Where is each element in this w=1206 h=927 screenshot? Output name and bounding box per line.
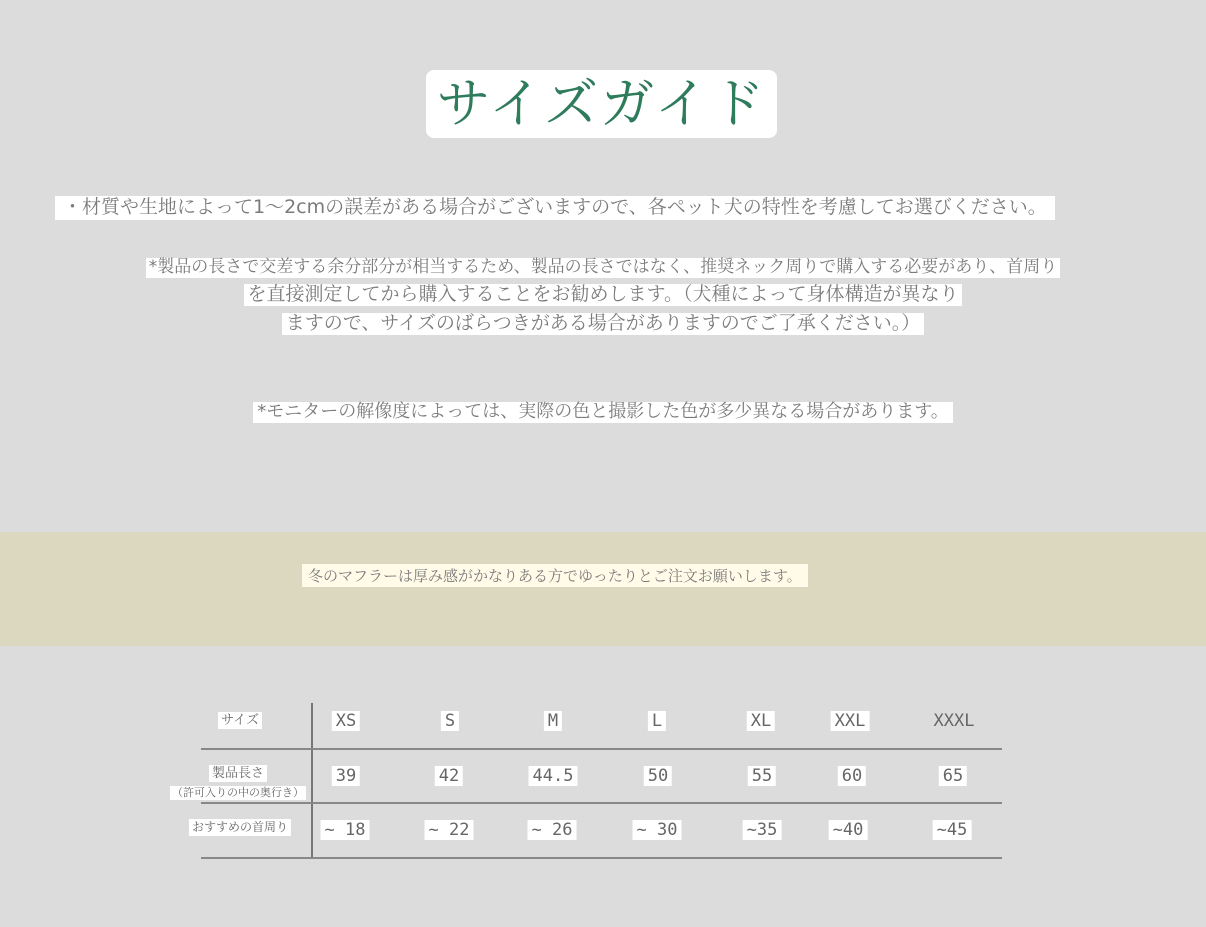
length-row-sublabel: （許可入りの中の奥行き） (172, 786, 304, 799)
neck-cell: ~ 26 (528, 820, 577, 840)
note-length-row-3 (0, 313, 1206, 335)
note-length-row-2 (0, 284, 1206, 306)
title-box (426, 70, 777, 138)
table-divider-3 (201, 857, 1002, 859)
length-cell: 39 (332, 766, 360, 786)
neck-cell: ~ 30 (633, 820, 682, 840)
size-cell: XS (332, 711, 360, 731)
note-length-1: *製品の長さで交差する余分部分が相当するため、製品の長さではなく、推奨ネック周りで購入する必要があり、首周り (146, 258, 1060, 278)
size-cell: M (544, 711, 562, 731)
table-divider-vertical (311, 703, 313, 858)
length-row-label: 製品長さ (209, 765, 267, 782)
table-divider-1 (201, 748, 1002, 750)
note-length-3: ますので、サイズのばらつきがある場合がありますのでご了承ください。） (282, 313, 924, 335)
size-cell: XL (747, 711, 775, 731)
note-material-tolerance: ・材質や生地によって1〜2cmの誤差がある場合がございますので、各ペット犬の特性を考慮してお選びください。 (55, 196, 1055, 220)
note-monitor-color: *モニターの解像度によっては、実際の色と撮影した色が多少異なる場合があります。 (253, 402, 953, 423)
length-cell: 65 (939, 766, 967, 786)
length-cell: 50 (644, 766, 672, 786)
neck-cell: ~45 (933, 820, 972, 840)
neck-cell: ~40 (829, 820, 868, 840)
neck-cell: ~35 (743, 820, 782, 840)
neck-cell: ~ 18 (321, 820, 370, 840)
neck-row-label: おすすめの首周り (189, 819, 291, 836)
length-cell: 42 (435, 766, 463, 786)
table-divider-2 (201, 802, 1002, 804)
size-cell: XXXL (933, 711, 975, 731)
size-cell: S (441, 711, 459, 731)
length-cell: 55 (748, 766, 776, 786)
note-monitor-row (0, 402, 1206, 423)
length-cell: 60 (838, 766, 866, 786)
notice-band-text: 冬のマフラーは厚み感がかなりある方でゆったりとご注文お願いします。 (302, 564, 808, 587)
note-length-2: を直接測定してから購入することをお勧めします。（犬種によって身体構造が異なり (244, 284, 963, 306)
size-cell: XXL (831, 711, 870, 731)
neck-cell: ~ 22 (425, 820, 474, 840)
length-cell: 44.5 (529, 766, 578, 786)
size-header-label: サイズ (218, 712, 262, 729)
note-block-length (0, 257, 1206, 278)
notice-band (0, 532, 1206, 646)
size-cell: L (648, 711, 666, 731)
page-title: サイズガイド (436, 72, 767, 135)
